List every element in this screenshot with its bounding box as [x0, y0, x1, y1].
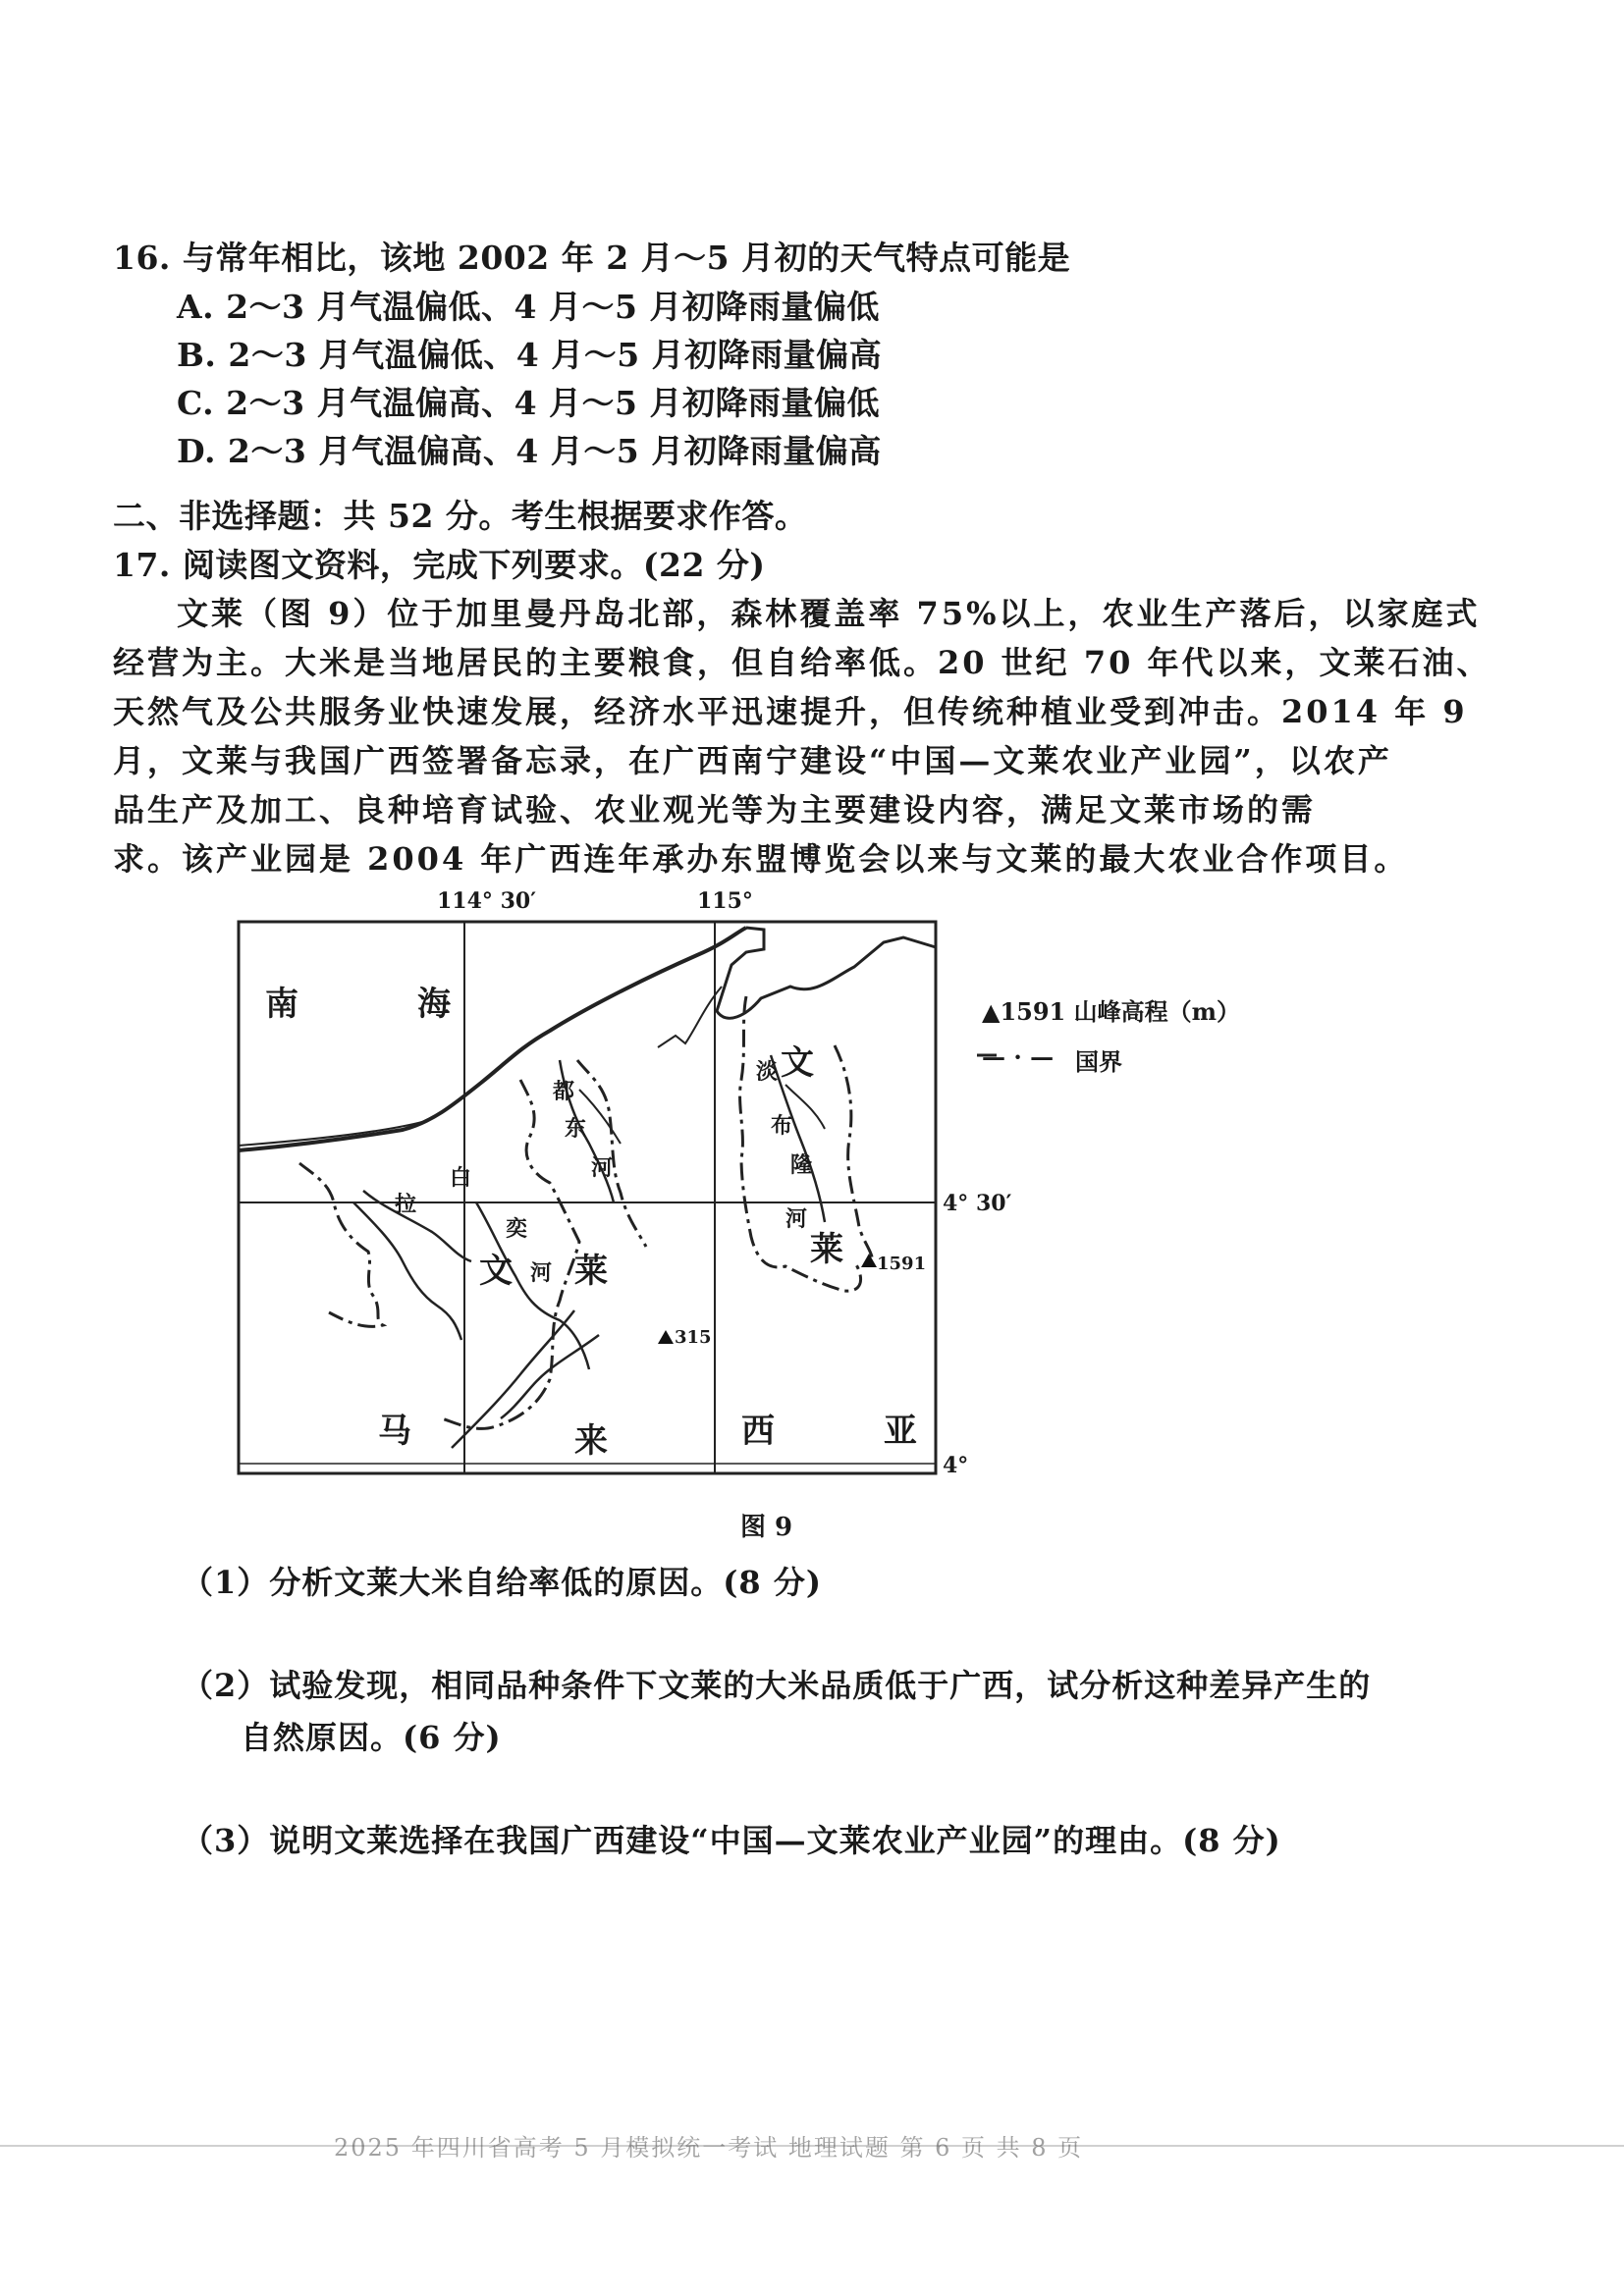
- legend-peak: ▲1591 山峰高程（m）: [982, 997, 1241, 1026]
- q17-paragraph-line: 文莱（图 9）位于加里曼丹岛北部，森林覆盖率 75%以上，农业生产落后，以家庭式: [177, 595, 1481, 632]
- sea-label: 海: [417, 985, 451, 1024]
- q17-paragraph-line: 品生产及加工、良种培育试验、农业观光等为主要建设内容，满足文莱市场的需: [113, 791, 1317, 828]
- lon-label-114-30: 114° 30′: [437, 888, 536, 914]
- river-label: 白: [450, 1165, 472, 1191]
- q17-sub2: （2）试验发现，相同品种条件下文莱的大米品质低于广西，试分析这种差异产生的: [182, 1667, 1372, 1704]
- q16-option-a: A. 2～3 月气温偏低、4 月～5 月初降雨量偏低: [177, 288, 880, 326]
- brunei-map: [236, 888, 1012, 1497]
- river-label: 隆: [790, 1152, 813, 1178]
- river-label: 拉: [395, 1192, 417, 1217]
- q16-stem: 16. 与常年相比，该地 2002 年 2 月～5 月初的天气特点可能是: [113, 239, 1071, 277]
- river-label: 奕: [506, 1216, 528, 1242]
- country-label-malaysia: 西: [741, 1412, 775, 1451]
- q17-paragraph-line: 经营为主。大米是当地居民的主要粮食，但自给率低。20 世纪 70 年代以来，文莱石油、: [113, 644, 1491, 681]
- country-label-malaysia: 亚: [884, 1412, 917, 1451]
- q17-sub3: （3）说明文莱选择在我国广西建设“中国—文莱农业产业园”的理由。(8 分): [182, 1822, 1281, 1859]
- country-label-brunei: 莱: [574, 1252, 608, 1291]
- country-label-brunei-east: 文: [781, 1043, 814, 1083]
- country-label-brunei-east: 莱: [810, 1230, 843, 1269]
- section-heading: 二、非选择题：共 52 分。考生根据要求作答。: [113, 497, 808, 535]
- page-footer: 2025 年四川省高考 5 月模拟统一考试 地理试题 第 6 页 共 8 页: [334, 2134, 1084, 2162]
- q16-option-d: D. 2～3 月气温偏高、4 月～5 月初降雨量偏高: [177, 432, 882, 470]
- river-label: 都: [553, 1079, 575, 1104]
- river-belait-branch: [363, 1191, 471, 1261]
- country-label-brunei: 文: [479, 1252, 513, 1291]
- map-frame: [239, 922, 936, 1473]
- q17-paragraph-line: 月，文莱与我国广西签署备忘录，在广西南宁建设“中国—文莱农业产业园”，以农产: [113, 742, 1392, 779]
- q16-option-c: C. 2～3 月气温偏高、4 月～5 月初降雨量偏低: [177, 384, 880, 422]
- coastline-east: [717, 928, 936, 1018]
- q17-paragraph-line: 天然气及公共服务业快速发展，经济水平迅速提升，但传统种植业受到冲击。2014 年 9: [113, 693, 1468, 730]
- river-label: 淡: [756, 1059, 779, 1085]
- river-label: 布: [771, 1113, 793, 1139]
- river-label: 河: [591, 1155, 614, 1181]
- q17-sub2-cont: 自然原因。(6 分): [241, 1719, 502, 1756]
- border-belait-west: [299, 1163, 383, 1326]
- country-label-malaysia: 马: [378, 1412, 411, 1451]
- legend-border-sample: — · —: [982, 1042, 1055, 1071]
- lon-label-115: 115°: [697, 888, 753, 914]
- legend-border: 国界: [1075, 1047, 1122, 1076]
- figure-caption: 图 9: [740, 1513, 793, 1542]
- peak-triangle-315: [658, 1330, 674, 1344]
- q17-paragraph-line: 求。该产业园是 2004 年广西连年承办东盟博览会以来与文莱的最大农业合作项目。: [113, 840, 1409, 878]
- peak-triangle-1591: [861, 1254, 877, 1267]
- map-inner-frame: [239, 922, 936, 1464]
- q17-stem: 17. 阅读图文资料，完成下列要求。(22 分): [113, 546, 766, 584]
- brunei-bay: [658, 987, 722, 1047]
- peak-label: 315: [675, 1327, 712, 1348]
- lat-label-4-30: 4° 30′: [943, 1191, 1012, 1216]
- river-label: 河: [530, 1260, 553, 1286]
- river-south-branch: [501, 1335, 599, 1418]
- river-label: 河: [785, 1206, 808, 1232]
- peak-label: 1591: [877, 1254, 927, 1274]
- q17-sub1: （1）分析文莱大米自给率低的原因。(8 分): [182, 1564, 822, 1601]
- country-label-malaysia: 来: [574, 1421, 608, 1461]
- river-label: 东: [565, 1116, 587, 1142]
- q16-option-b: B. 2～3 月气温偏低、4 月～5 月初降雨量偏高: [177, 336, 883, 374]
- lat-label-4: 4°: [943, 1453, 969, 1478]
- sea-label: 南: [265, 985, 298, 1024]
